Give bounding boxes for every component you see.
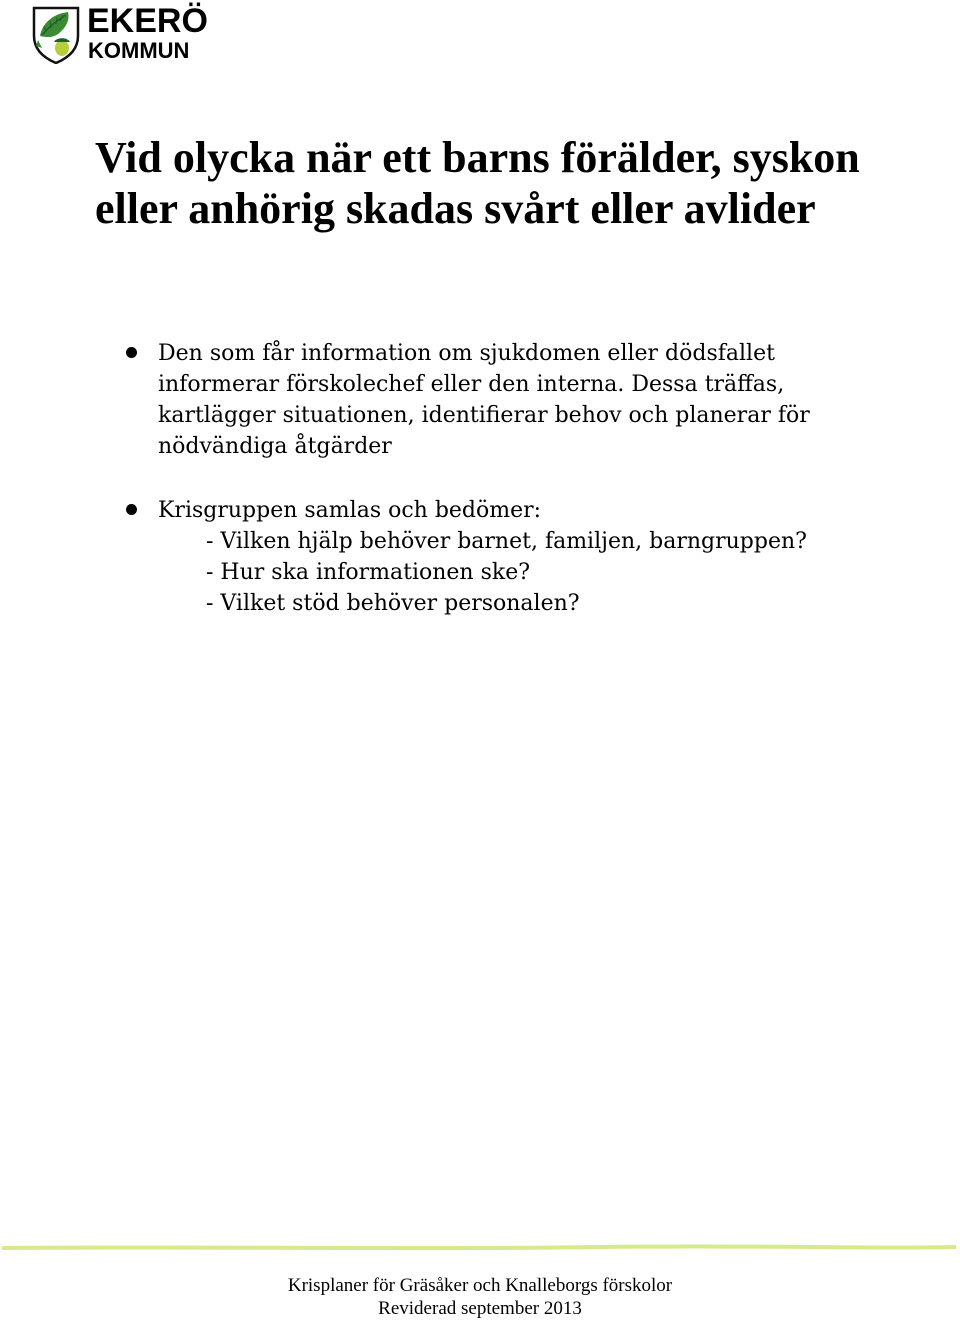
list-item-text: Krisgruppen samlas och bedömer: xyxy=(158,498,542,523)
oak-leaf-acorn-shield-icon xyxy=(32,6,80,64)
footer xyxy=(0,1274,960,1320)
list-item-text: Den som får information om sjukdomen eller dödsfallet informerar förskolechef eller den interna. Dessa träffas, kartlägger situationen, identifierar behov och planerar för nödvändiga åtgärder xyxy=(158,341,810,459)
ekero-kommun-logo xyxy=(32,2,212,66)
sub-list-item: - Vilket stöd behöver personalen? xyxy=(206,591,580,616)
document-title: Vid olycka när ett barns förälder, syskon eller anhörig skadas svårt eller avlider xyxy=(95,133,860,233)
bullet-icon xyxy=(126,504,137,515)
bullet-icon xyxy=(126,347,137,358)
sub-list xyxy=(158,526,920,619)
logo-wordmark-ekero: EKERÖ xyxy=(87,2,208,40)
action-list xyxy=(0,338,960,619)
sub-list-item: - Vilken hjälp behöver barnet, familjen, barngruppen? xyxy=(206,529,807,554)
footer-line-1: Krisplaner för Gräsåker och Knalleborgs förskolor xyxy=(287,1275,673,1296)
footer-rule xyxy=(2,1243,956,1253)
list-item xyxy=(0,495,960,619)
logo-wordmark-kommun: KOMMUN xyxy=(88,38,190,63)
footer-line-2: Reviderad september 2013 xyxy=(378,1298,582,1319)
sub-list-item: - Hur ska informationen ske? xyxy=(206,560,531,585)
list-item xyxy=(0,338,960,462)
